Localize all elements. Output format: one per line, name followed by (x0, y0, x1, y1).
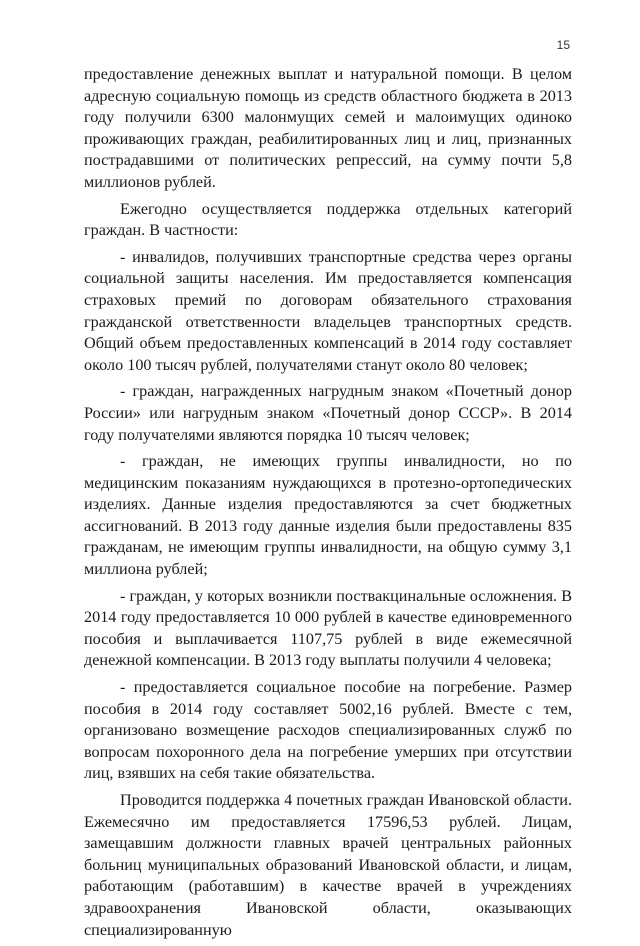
paragraph-5: - граждан, не имеющих группы инвалидности, но по медицинским показаниям нуждающихся в протезно-ортопедических изделиях. Данные изделия предоставляются за счет бюджетных ассигнований. В 2013 году данные изделия были предоставлены 835 гражданам, не имеющим группы инвалидности, на общую сумму 3,1 миллиона рублей; (84, 452, 572, 579)
page-number: 15 (556, 38, 570, 52)
paragraph-8: Проводится поддержка 4 почетных граждан Ивановской области. Ежемесячно им предоставляется 17596,53 рублей. Лицам, замещавшим должности главных врачей центральных районных больниц муниципальных образований Ивановской области, и лицам, работающим (работавшим) в качестве врачей в учреждениях здравоохранения Ивановской области, оказывающих специализированную (84, 791, 572, 939)
paragraph-6: - граждан, у которых возникли поствакцинальные осложнения. В 2014 году предоставляется 10 000 рублей в качестве единовременного пособия и выплачивается 1107,75 рублей в виде ежемесячной денежной компенсации. В 2013 году выплаты получили 4 человека; (84, 586, 572, 670)
document-body (84, 64, 572, 946)
paragraph-1: предоставление денежных выплат и натуральной помощи. В целом адресную социальную помощь из средств областного бюджета в 2013 году получили 6300 малонмущих семей и малоимущих одиноко проживающих граждан, реабилитированных лиц и лиц, признанных пострадавшими от политических репрессий, на сумму почти 5,8 миллионов рублей. (84, 65, 572, 191)
paragraph-2: Ежегодно осуществляется поддержка отдельных категорий граждан. В частности: (84, 199, 572, 240)
paragraph-3: - инвалидов, получивших транспортные средства через органы социальной защиты населения. Им предоставляется компенсация страховых премий по договорам обязательного страхования гражданской ответственности владельцев транспортных средств. Общий объем предоставленных компенсаций в 2014 году составляет около 100 тысяч рублей, получателями станут около 80 человек; (84, 247, 572, 374)
paragraph-4: - граждан, награжденных нагрудным знаком «Почетный донор России» или нагрудным знаком «Почетный донор СССР». В 2014 году получателями являются порядка 10 тысяч человек; (84, 382, 572, 444)
paragraph-7: - предоставляется социальное пособие на погребение. Размер пособия в 2014 году составляет 5002,16 рублей. Вместе с тем, организовано возмещение расходов специализированных служб по вопросам похоронного дела на погребение умерших при отсутствии лиц, взявших на себя такие обязательства. (84, 678, 572, 783)
